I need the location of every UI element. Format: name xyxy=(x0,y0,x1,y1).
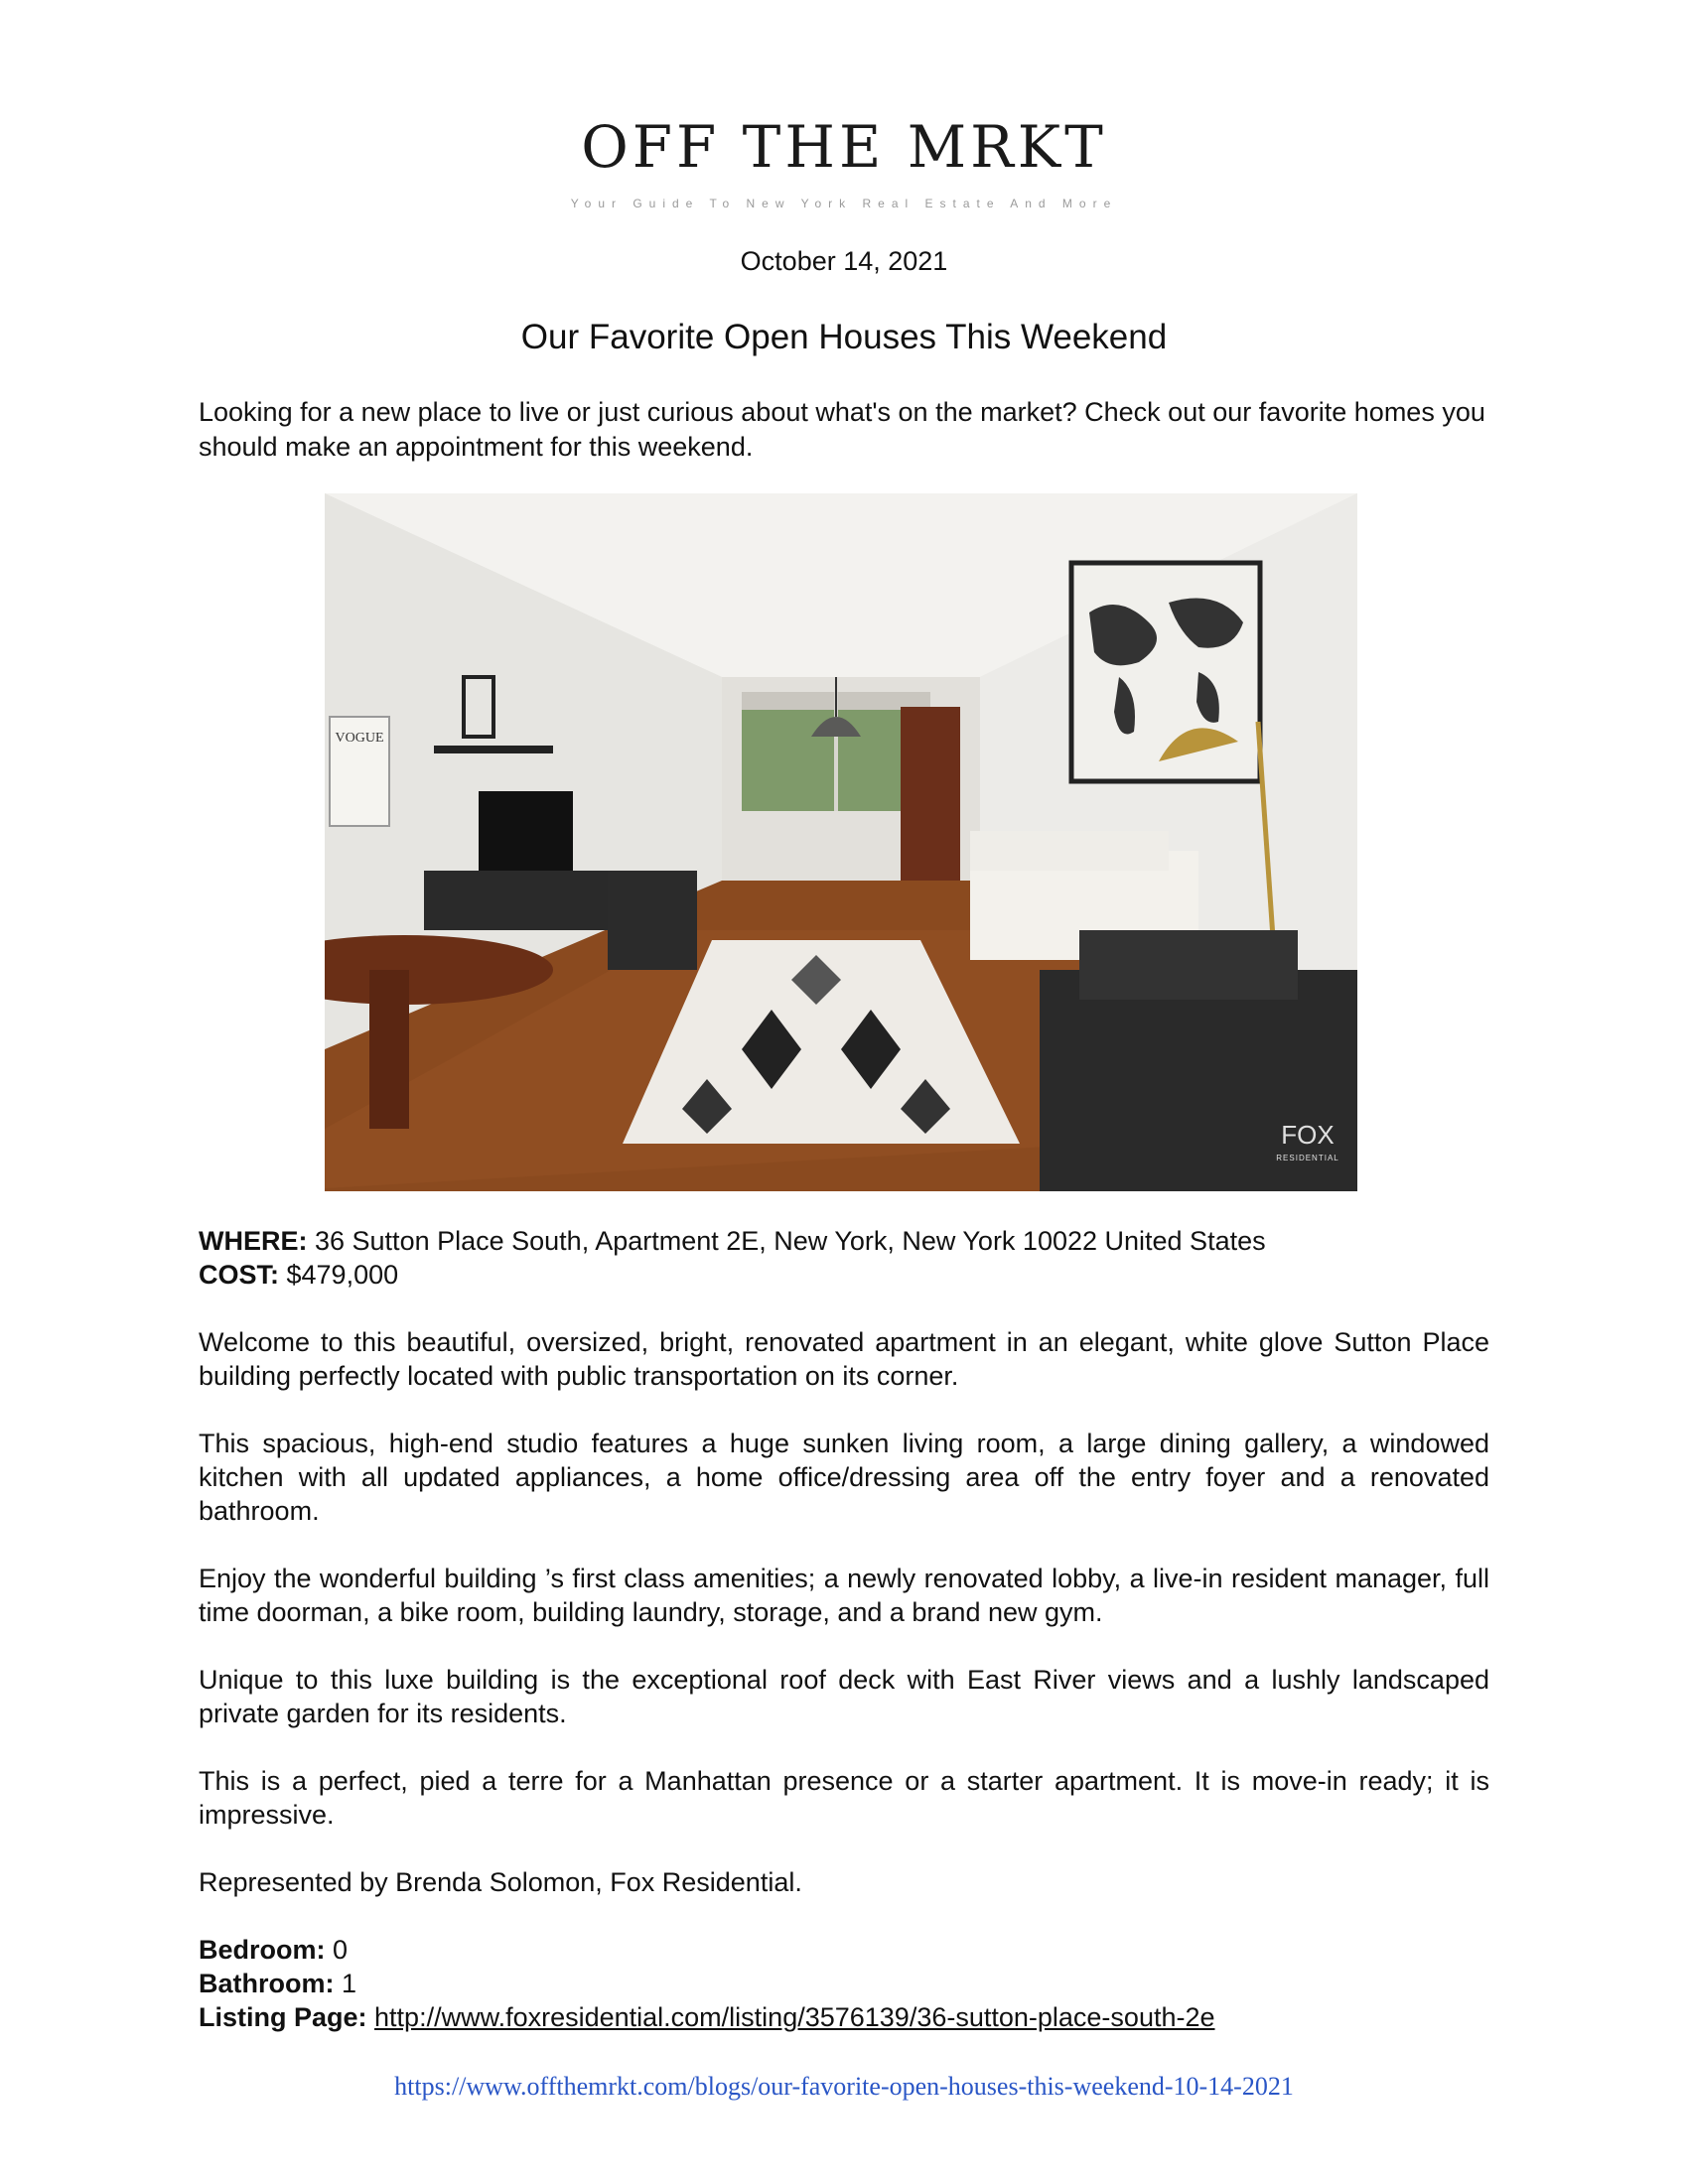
listing-specs xyxy=(199,1933,1489,2034)
bathroom-row xyxy=(199,1967,1489,2000)
bedroom-label: Bedroom: xyxy=(199,1935,326,1965)
bathroom-value: 1 xyxy=(334,1969,357,1998)
site-logo[interactable]: OFF THE MRKT xyxy=(581,113,1107,181)
description-paragraph: This is a perfect, pied a terre for a Manhattan presence or a starter apartment. It is move-in ready; it is impressive. xyxy=(199,1766,1489,1830)
where-label: WHERE: xyxy=(199,1226,308,1256)
article-intro: Looking for a new place to live or just curious about what's on the market? Check out our favorite homes you should make an appointment for this weekend. xyxy=(199,397,1485,462)
description-paragraph: Enjoy the wonderful building ’s first class amenities; a newly renovated lobby, a live-in resident manager, full time doorman, a bike room, building laundry, storage, and a brand new gym. xyxy=(199,1564,1489,1627)
listing-details xyxy=(199,1224,1489,2034)
bedroom-value: 0 xyxy=(325,1935,349,1965)
listing-photo xyxy=(325,493,1357,1191)
bedroom-row xyxy=(199,1933,1489,1967)
cost-row xyxy=(199,1258,1489,1292)
article-date: October 14, 2021 xyxy=(740,246,948,276)
watermark-text: FOX xyxy=(1281,1120,1335,1150)
article-title: Our Favorite Open Houses This Weekend xyxy=(520,318,1168,356)
footer-source-link[interactable]: https://www.offthemrkt.com/blogs/our-favorite-open-houses-this-weekend-10-14-2021 xyxy=(394,2072,1294,2101)
cost-label: COST: xyxy=(199,1260,279,1290)
watermark-subtext: RESIDENTIAL xyxy=(1276,1154,1339,1162)
masthead xyxy=(0,111,1688,210)
description-paragraph: This spacious, high-end studio features a huge sunken living room, a large dining gallery, a windowed kitchen with all updated appliances, a home office/dressing area off the entry foyer and a renovated bathroom. xyxy=(199,1429,1489,1526)
bathroom-label: Bathroom: xyxy=(199,1969,335,1998)
listing-summary xyxy=(199,1224,1489,1292)
listing-page-link[interactable]: http://www.foxresidential.com/listing/3576139/36-sutton-place-south-2e xyxy=(374,2002,1215,2032)
living-room-illustration xyxy=(325,493,1357,1191)
listing-page-row xyxy=(199,2000,1489,2034)
agent-credit: Represented by Brenda Solomon, Fox Residential. xyxy=(199,1867,802,1897)
cost-value: $479,000 xyxy=(279,1260,399,1290)
description-paragraph: Welcome to this beautiful, oversized, bright, renovated apartment in an elegant, white glove Sutton Place building perfectly located with public transportation on its corner. xyxy=(199,1327,1489,1391)
description-paragraph: Unique to this luxe building is the exceptional roof deck with East River views and a lushly landscaped private garden for its residents. xyxy=(199,1665,1489,1728)
where-value: 36 Sutton Place South, Apartment 2E, New York, New York 10022 United States xyxy=(307,1226,1266,1256)
poster-text: VOGUE xyxy=(335,731,384,746)
where-row xyxy=(199,1224,1489,1258)
site-tagline: Your Guide To New York Real Estate And More xyxy=(570,197,1118,210)
listing-page-label: Listing Page: xyxy=(199,2002,367,2032)
